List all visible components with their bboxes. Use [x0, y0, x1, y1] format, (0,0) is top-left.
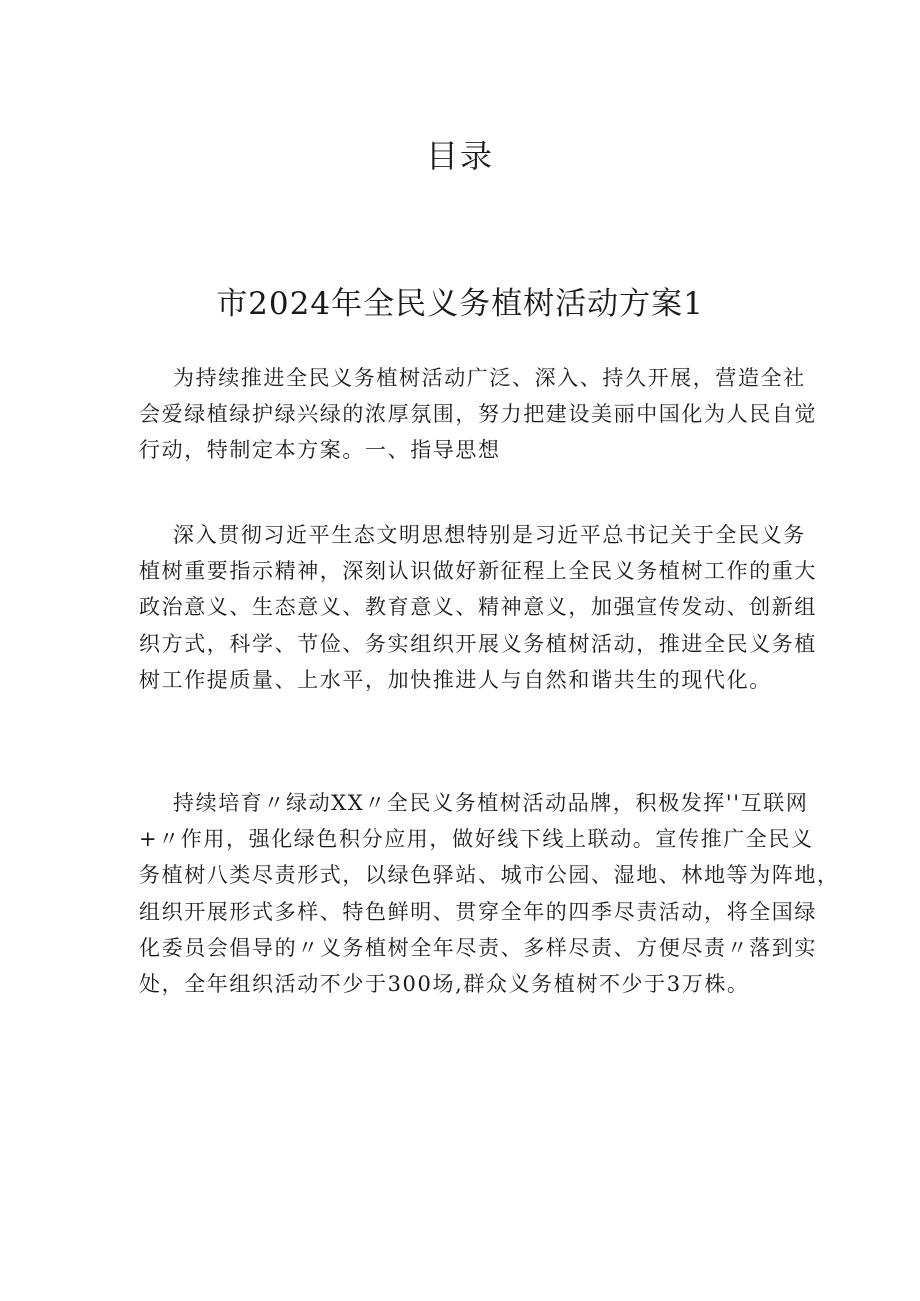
paragraph-2 [139, 517, 817, 698]
paragraph-line: 化委员会倡导的〃义务植树全年尽责、多样尽责、方便尽责〃落到实 [139, 935, 817, 960]
paragraph-1 [139, 360, 817, 469]
paragraph-line: 处，全年组织活动不少于300场,群众义务植树不少于3万株。 [139, 972, 750, 997]
paragraph-line: 行动，特制定本方案。一、指导思想 [139, 438, 501, 463]
paragraph-line: +〃作用，强化绿色积分应用，做好线下线上联动。宣传推广全民义 [139, 827, 814, 852]
paragraph-line: 组织开展形式多样、特色鲜明、贯穿全年的四季尽责活动，将全国绿 [139, 899, 817, 924]
paragraph-line: 织方式，科学、节俭、务实组织开展义务植树活动，推进全民义务植 [139, 631, 817, 656]
toc-heading: 目录 [425, 137, 494, 175]
paragraph-line: 政治意义、生态意义、教育意义、精神意义，加强宣传发动、创新组 [139, 595, 817, 620]
paragraph-line: 持续培育〃绿动XX〃全民义务植树活动品牌，积极发挥''互联网 [173, 791, 809, 815]
paragraph-3 [139, 785, 840, 1002]
paragraph-line: 树工作提质量、上水平，加快推进人与自然和谐共生的现代化。 [139, 667, 772, 692]
paragraph-line: 植树重要指示精神，深刻认识做好新征程上全民义务植树工作的重大 [139, 559, 817, 584]
document-title: 市2024年全民义务植树活动方案1 [216, 286, 704, 322]
paragraph-line: 务植树八类尽责形式，以绿色驿站、城市公园、湿地、林地等为阵地， [139, 863, 840, 888]
paragraph-line: 会爱绿植绿护绿兴绿的浓厚氛围，努力把建设美丽中国化为人民自觉 [139, 402, 817, 427]
paragraph-line: 深入贯彻习近平生态文明思想特别是习近平总书记关于全民义务 [173, 523, 806, 547]
paragraph-line: 为持续推进全民义务植树活动广泛、深入、持久开展，营造全社 [173, 366, 806, 390]
